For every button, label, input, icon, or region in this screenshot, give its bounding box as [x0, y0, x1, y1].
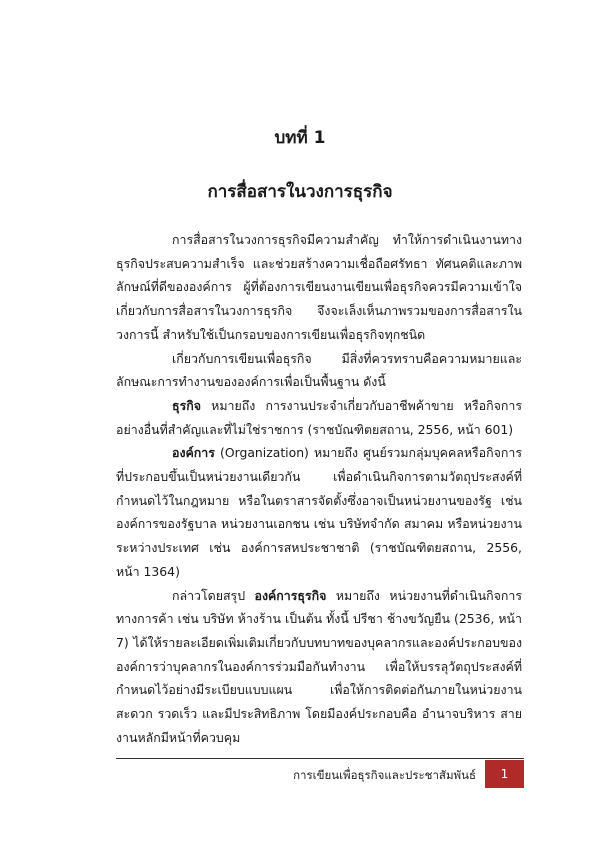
chapter-number: บทที่ 1	[274, 128, 326, 148]
paragraph-definition-organization	[116, 441, 522, 583]
defined-term: องค์การธุรกิจ	[254, 587, 327, 603]
paragraph-business-writing	[116, 347, 522, 394]
footer-divider	[116, 758, 524, 759]
paragraph-text: เกี่ยวกับการเขียนเพื่อธุรกิจ มีสิ่งที่ควรทราบคือความหมายและลักษณะการทำงานขององค์การเพื่อเป็นพื้นฐาน ดังนี้	[116, 350, 522, 390]
paragraph-text: หมายถึง การงานประจำเกี่ยวกับอาชีพค้าขาย หรือกิจการอย่างอื่นที่สำคัญและที่ไม่ใช่ราชการ (ราชบัณฑิตยสถาน, 2556, หน้า 601)	[116, 397, 522, 437]
footer-book-title: การเขียนเพื่อธุรกิจและประชาสัมพันธ์	[293, 768, 476, 782]
paragraph-text: หมายถึง หน่วยงานที่ดำเนินกิจการทางการค้า เช่น บริษัท ห้างร้าน เป็นต้น ทั้งนี้ ปรีชา ช้างขวัญยืน (2536, หน้า 7) ได้ให้รายละเอียดเพิ่มเติมเกี่ยวกับบทบาทของบุคลากรและองค์ประกอบขององค์การว่าบุคลากรในองค์การร่วมมือกันทำงาน เพื่อให้บรรลุวัตถุประสงค์ที่กำหนดไว้อย่างมีระเบียบแบบแผน เพื่อให้การติดต่อกันภายในหน่วยงานสะดวก รวดเร็ว และมีประสิทธิภาพ โดยมีองค์ประกอบคือ อำนาจบริหาร สายงานหลักมีหน้าที่ควบคุม	[116, 587, 522, 745]
body-text	[116, 228, 522, 749]
defined-term: องค์การ	[172, 445, 215, 461]
paragraph-intro	[116, 228, 522, 347]
defined-term: ธุรกิจ	[172, 397, 201, 413]
paragraph-text: (Organization) หมายถึง ศูนย์รวมกลุ่มบุคคลหรือกิจการที่ประกอบขึ้นเป็นหน่วยงานเดียวกัน เพื่อดำเนินกิจการตามวัตถุประสงค์ที่กำหนดไว้ในกฎหมาย หรือในตราสารจัดตั้งซึ่งอาจเป็นหน่วยงานของรัฐ เช่น องค์การของรัฐบาล หน่วยงานเอกชน เช่น บริษัทจำกัด สมาคม หรือหน่วยงานระหว่างประเทศ เช่น องค์การสหประชาชาติ (ราชบัณฑิตยสถาน, 2556, หน้า 1364)	[116, 445, 522, 579]
paragraph-lead: กล่าวโดยสรุป	[172, 587, 255, 603]
page-number-badge: 1	[485, 760, 524, 788]
paragraph-text: การสื่อสารในวงการธุรกิจมีความสำคัญ ทำให้การดำเนินงานทางธุรกิจประสบความสำเร็จ และช่วยสร้างความเชื่อถือศรัทธา ทัศนคติและภาพลักษณ์ที่ดีขององค์การ ผู้ที่ต้องการเขียนงานเขียนเพื่อธุรกิจควรมีความเข้าใจเกี่ยวกับการสื่อสารในวงการธุรกิจ จึงจะเล็งเห็นภาพรวมของการสื่อสารในวงการนี้ สำหรับใช้เป็นกรอบของการเขียนเพื่อธุรกิจทุกชนิด	[116, 232, 522, 342]
chapter-title: การสื่อสารในวงการธุรกิจ	[207, 182, 393, 202]
paragraph-summary	[116, 584, 522, 750]
paragraph-definition-business	[116, 394, 522, 441]
